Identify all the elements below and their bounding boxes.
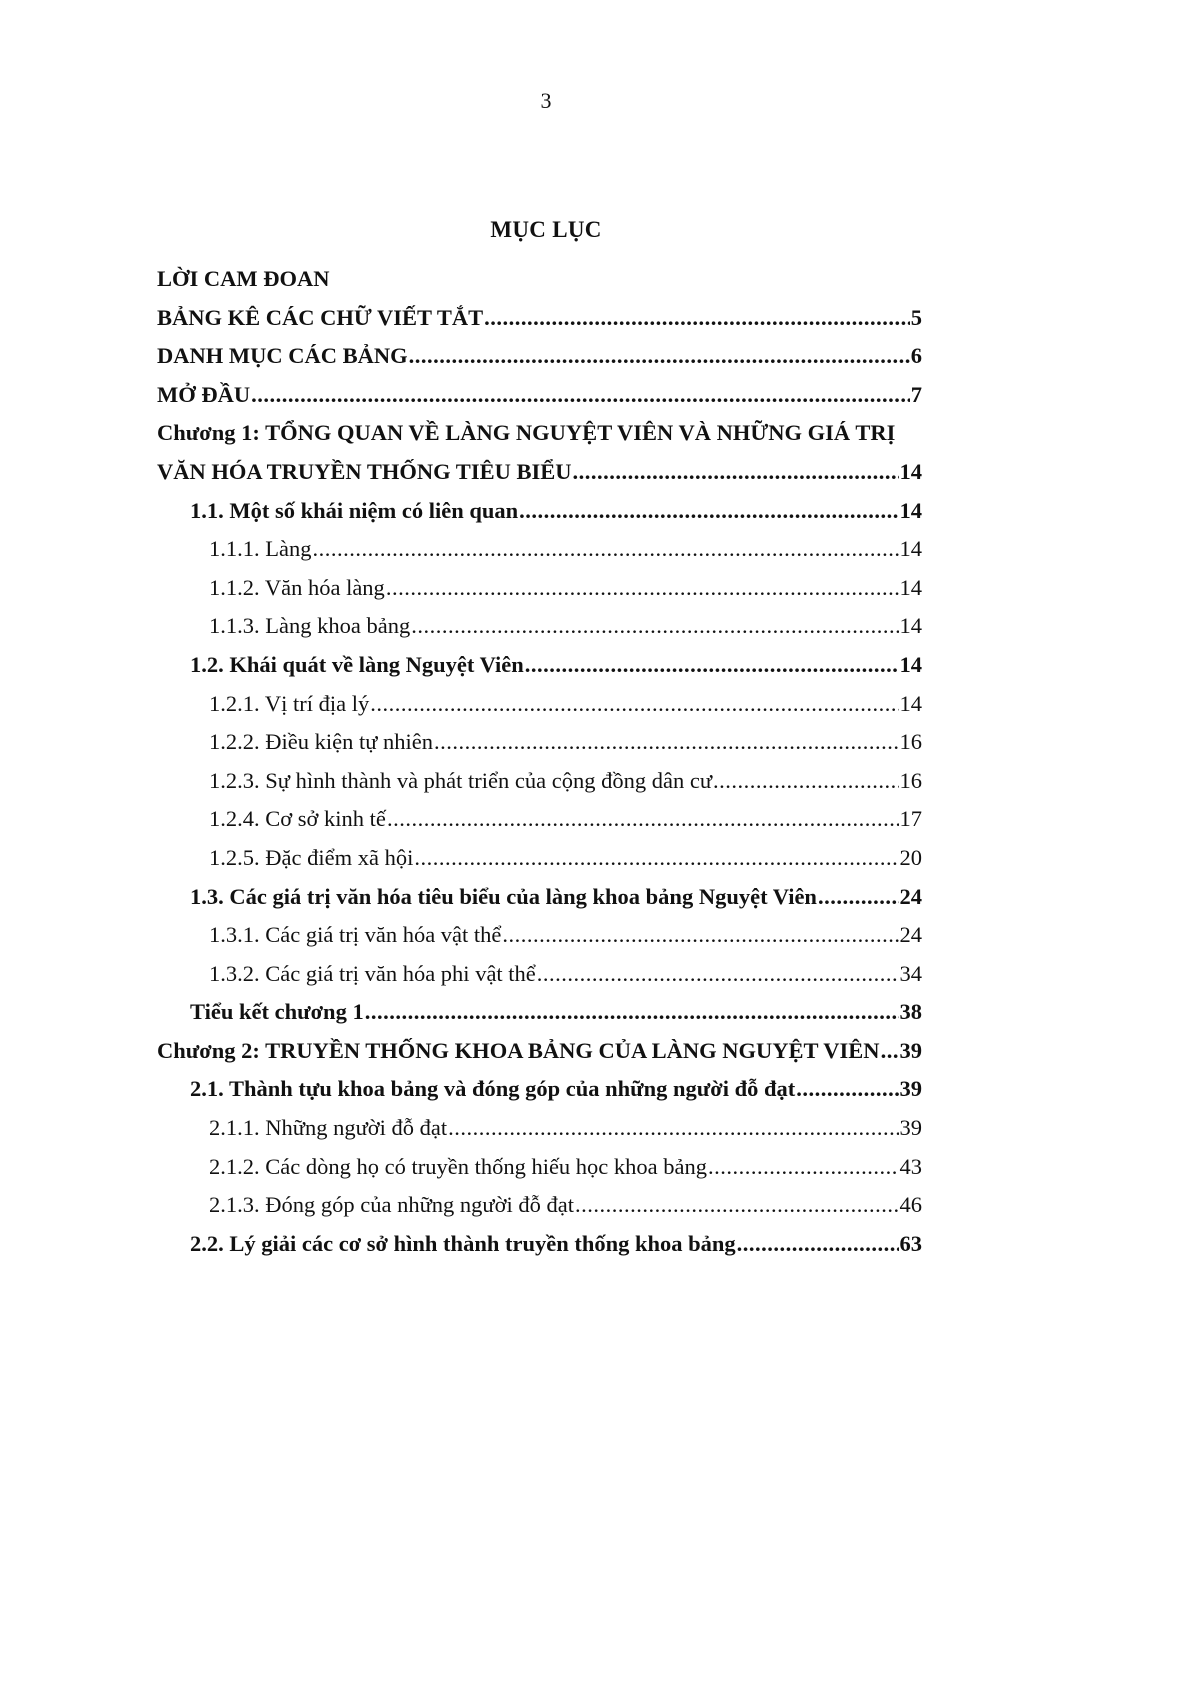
toc-entry[interactable]	[157, 266, 922, 305]
toc-entry[interactable]	[157, 652, 922, 691]
toc-entry-title: 1.2. Khái quát về làng Nguyệt Viên	[190, 651, 524, 677]
toc-dot-leader	[796, 1076, 898, 1102]
toc-dot-leader	[575, 1192, 899, 1218]
toc-dot-leader	[525, 652, 899, 678]
toc-entry[interactable]	[157, 575, 922, 614]
toc-entry[interactable]	[157, 1115, 922, 1154]
toc-dot-leader	[572, 459, 898, 485]
toc-entry-page: 14	[899, 574, 922, 600]
toc-entry-title: 1.1. Một số khái niệm có liên quan	[190, 497, 519, 523]
toc-entry-title: 2.1.1. Những người đỗ đạt	[209, 1115, 448, 1141]
toc-entry-page: 14	[899, 651, 922, 677]
toc-entry-title: Chương 2: TRUYỀN THỐNG KHOA BẢNG CỦA LÀNG NGUYỆT VIÊN	[157, 1037, 880, 1063]
toc-entry-page: 39	[899, 1076, 922, 1102]
toc-entry-title: 2.2. Lý giải các cơ sở hình thành truyền thống khoa bảng	[190, 1230, 736, 1256]
toc-dot-leader	[881, 1038, 899, 1064]
toc-entry-title: 2.1.2. Các dòng họ có truyền thống hiếu học khoa bảng	[209, 1153, 708, 1179]
toc-entry[interactable]	[157, 729, 922, 768]
toc-dot-leader	[370, 691, 898, 717]
toc-entry[interactable]	[157, 806, 922, 845]
toc-entry[interactable]	[157, 536, 922, 575]
toc-entry-page: 39	[899, 1037, 922, 1063]
toc-entry-title: MỞ ĐẦU	[157, 381, 251, 407]
toc-entry[interactable]	[157, 999, 922, 1038]
toc-entry-title: 1.3.1. Các giá trị văn hóa vật thể	[209, 922, 502, 948]
toc-entry[interactable]	[157, 459, 922, 498]
toc-entry-page: 14	[899, 690, 922, 716]
toc-entry-title: 1.1.3. Làng khoa bảng	[209, 613, 411, 639]
toc-entry-title: LỜI CAM ĐOAN	[157, 266, 330, 291]
toc-dot-leader	[448, 1115, 898, 1141]
toc-entry-page: 6	[910, 343, 922, 369]
toc-entry-page: 24	[899, 922, 922, 948]
toc-entry-title: 2.1. Thành tựu khoa bảng và đóng góp của những người đỗ đạt	[190, 1076, 796, 1102]
toc-entry[interactable]	[157, 1192, 922, 1231]
toc-dot-leader	[713, 768, 898, 794]
toc-title: MỤC LỤC	[490, 217, 602, 242]
toc-entry-title: Chương 1: TỔNG QUAN VỀ LÀNG NGUYỆT VIÊN VÀ NHỮNG GIÁ TRỊ	[157, 420, 896, 446]
toc-entry[interactable]	[157, 1038, 922, 1077]
toc-entry-title: 1.3. Các giá trị văn hóa tiêu biểu của làng khoa bảng Nguyệt Viên	[190, 883, 817, 909]
toc-dot-leader	[312, 536, 898, 562]
toc-dot-leader	[434, 729, 898, 755]
toc-entry[interactable]	[157, 961, 922, 1000]
toc-entry-page: 14	[899, 458, 922, 484]
toc-entry-page: 7	[910, 381, 922, 407]
toc-entry-title: 1.2.5. Đặc điểm xã hội	[209, 844, 414, 870]
toc-entry[interactable]	[157, 884, 922, 923]
toc-entry-page: 24	[899, 883, 922, 909]
toc-dot-leader	[387, 806, 899, 832]
toc-dot-leader	[414, 845, 898, 871]
toc-entry[interactable]	[157, 768, 922, 807]
toc-entry-page: 5	[910, 304, 922, 330]
toc-entry-page: 17	[899, 806, 922, 832]
toc-entry-page: 38	[899, 999, 922, 1025]
toc-entry-page: 20	[899, 844, 922, 870]
toc-entry-title: 2.1.3. Đóng góp của những người đỗ đạt	[209, 1192, 574, 1218]
toc-dot-leader	[484, 305, 910, 331]
toc-entry-page: 14	[899, 536, 922, 562]
toc-entry[interactable]	[157, 613, 922, 652]
toc-entry-title: BẢNG KÊ CÁC CHỮ VIẾT TẮT	[157, 304, 484, 330]
toc-entry-page: 16	[899, 767, 922, 793]
toc-dot-leader	[818, 884, 899, 910]
toc-entry[interactable]	[157, 343, 922, 382]
toc-dot-leader	[737, 1231, 899, 1257]
toc-entry-page: 34	[899, 960, 922, 986]
toc-entry-page: 39	[899, 1115, 922, 1141]
toc-entry[interactable]	[157, 922, 922, 961]
toc-entry[interactable]	[157, 1231, 922, 1270]
toc-entry[interactable]	[157, 845, 922, 884]
toc-dot-leader	[409, 343, 910, 369]
toc-entry-page: 43	[899, 1153, 922, 1179]
toc-entry[interactable]	[157, 691, 922, 730]
toc-entry-title: DANH MỤC CÁC BẢNG	[157, 343, 408, 369]
toc-dot-leader	[708, 1154, 898, 1180]
toc-entry[interactable]	[157, 1076, 922, 1115]
toc-entry-title: 1.2.4. Cơ sở kinh tế	[209, 806, 386, 832]
toc-dot-leader	[502, 922, 898, 948]
toc-entry-page: 14	[899, 497, 922, 523]
toc-entry-page: 46	[899, 1192, 922, 1218]
toc-entry[interactable]	[157, 498, 922, 537]
toc-entry-title: 1.2.2. Điều kiện tự nhiên	[209, 729, 434, 755]
page-number: 3	[540, 88, 552, 113]
toc-entry[interactable]	[157, 305, 922, 344]
toc-entry-title: 1.2.3. Sự hình thành và phát triển của cộng đồng dân cư	[209, 767, 713, 793]
toc-dot-leader	[537, 961, 899, 987]
toc-entry-title: VĂN HÓA TRUYỀN THỐNG TIÊU BIỂU	[157, 458, 572, 484]
toc-entry-title: Tiểu kết chương 1	[190, 999, 364, 1025]
toc-dot-leader	[411, 613, 898, 639]
toc-entry-title: 1.1.2. Văn hóa làng	[209, 574, 385, 600]
toc-dot-leader	[251, 382, 910, 408]
toc-entry-title: 1.2.1. Vị trí địa lý	[209, 690, 370, 716]
toc-dot-leader	[519, 498, 898, 524]
toc-entry-title: 1.3.2. Các giá trị văn hóa phi vật thể	[209, 960, 536, 986]
toc-dot-leader	[365, 999, 899, 1025]
toc-dot-leader	[386, 575, 899, 601]
toc-entry[interactable]	[157, 1154, 922, 1193]
toc-entry-page: 14	[899, 613, 922, 639]
toc-entry[interactable]	[157, 420, 922, 459]
table-of-contents	[157, 266, 922, 1269]
toc-entry-page: 63	[899, 1230, 922, 1256]
toc-entry-title: 1.1.1. Làng	[209, 536, 312, 562]
toc-entry[interactable]	[157, 382, 922, 421]
toc-entry-page: 16	[899, 729, 922, 755]
